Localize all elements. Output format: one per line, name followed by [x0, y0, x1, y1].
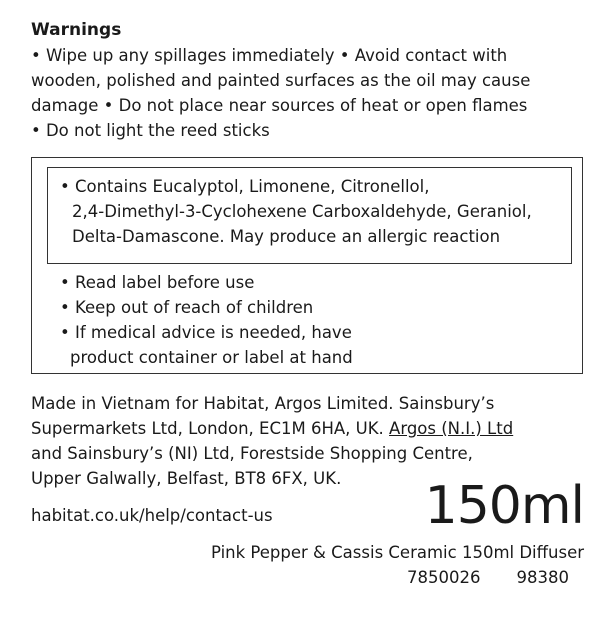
- product-name: Pink Pepper & Cassis Ceramic 150ml Diffuser: [210, 543, 584, 562]
- manufacturer-line: Made in Vietnam for Habitat, Argos Limited. Sainsbury’s: [31, 394, 495, 413]
- precaution-item: • Read label before use: [60, 273, 255, 292]
- product-code: 7850026: [407, 568, 481, 587]
- product-code: 98380: [516, 568, 569, 587]
- warnings-line: damage • Do not place near sources of heat or open flames: [31, 96, 528, 115]
- precaution-item: • If medical advice is needed, have: [60, 323, 352, 342]
- manufacturer-text: Supermarkets Ltd, London, EC1M 6HA, UK.: [31, 419, 390, 438]
- warnings-title: Warnings: [31, 20, 122, 40]
- warnings-text: [31, 43, 591, 143]
- precaution-item: product container or label at hand: [70, 348, 353, 367]
- warnings-line: • Wipe up any spillages immediately • Avoid contact with: [31, 46, 508, 65]
- allergen-line: Delta-Damascone. May produce an allergic reaction: [72, 227, 501, 246]
- manufacturer-line: Upper Galwally, Belfast, BT8 6FX, UK.: [31, 469, 342, 488]
- precautions-list: [60, 270, 353, 370]
- warnings-line: • Do not light the reed sticks: [31, 121, 270, 140]
- website-url[interactable]: habitat.co.uk/help/contact-us: [31, 506, 273, 525]
- allergen-line: 2,4-Dimethyl-3-Cyclohexene Carboxaldehyde, Geraniol,: [72, 202, 532, 221]
- argos-ni-link[interactable]: Argos (N.I.) Ltd: [389, 419, 514, 438]
- precaution-item: • Keep out of reach of children: [60, 298, 314, 317]
- manufacturer-line: and Sainsbury’s (NI) Ltd, Forestside Shopping Centre,: [31, 444, 473, 463]
- warnings-line: wooden, polished and painted surfaces as the oil may cause: [31, 71, 531, 90]
- volume-label: 150ml: [424, 476, 584, 536]
- allergen-text: [60, 174, 532, 249]
- allergen-line: • Contains Eucalyptol, Limonene, Citronellol,: [60, 177, 430, 196]
- manufacturer-line: [31, 416, 513, 441]
- product-codes: [407, 565, 569, 590]
